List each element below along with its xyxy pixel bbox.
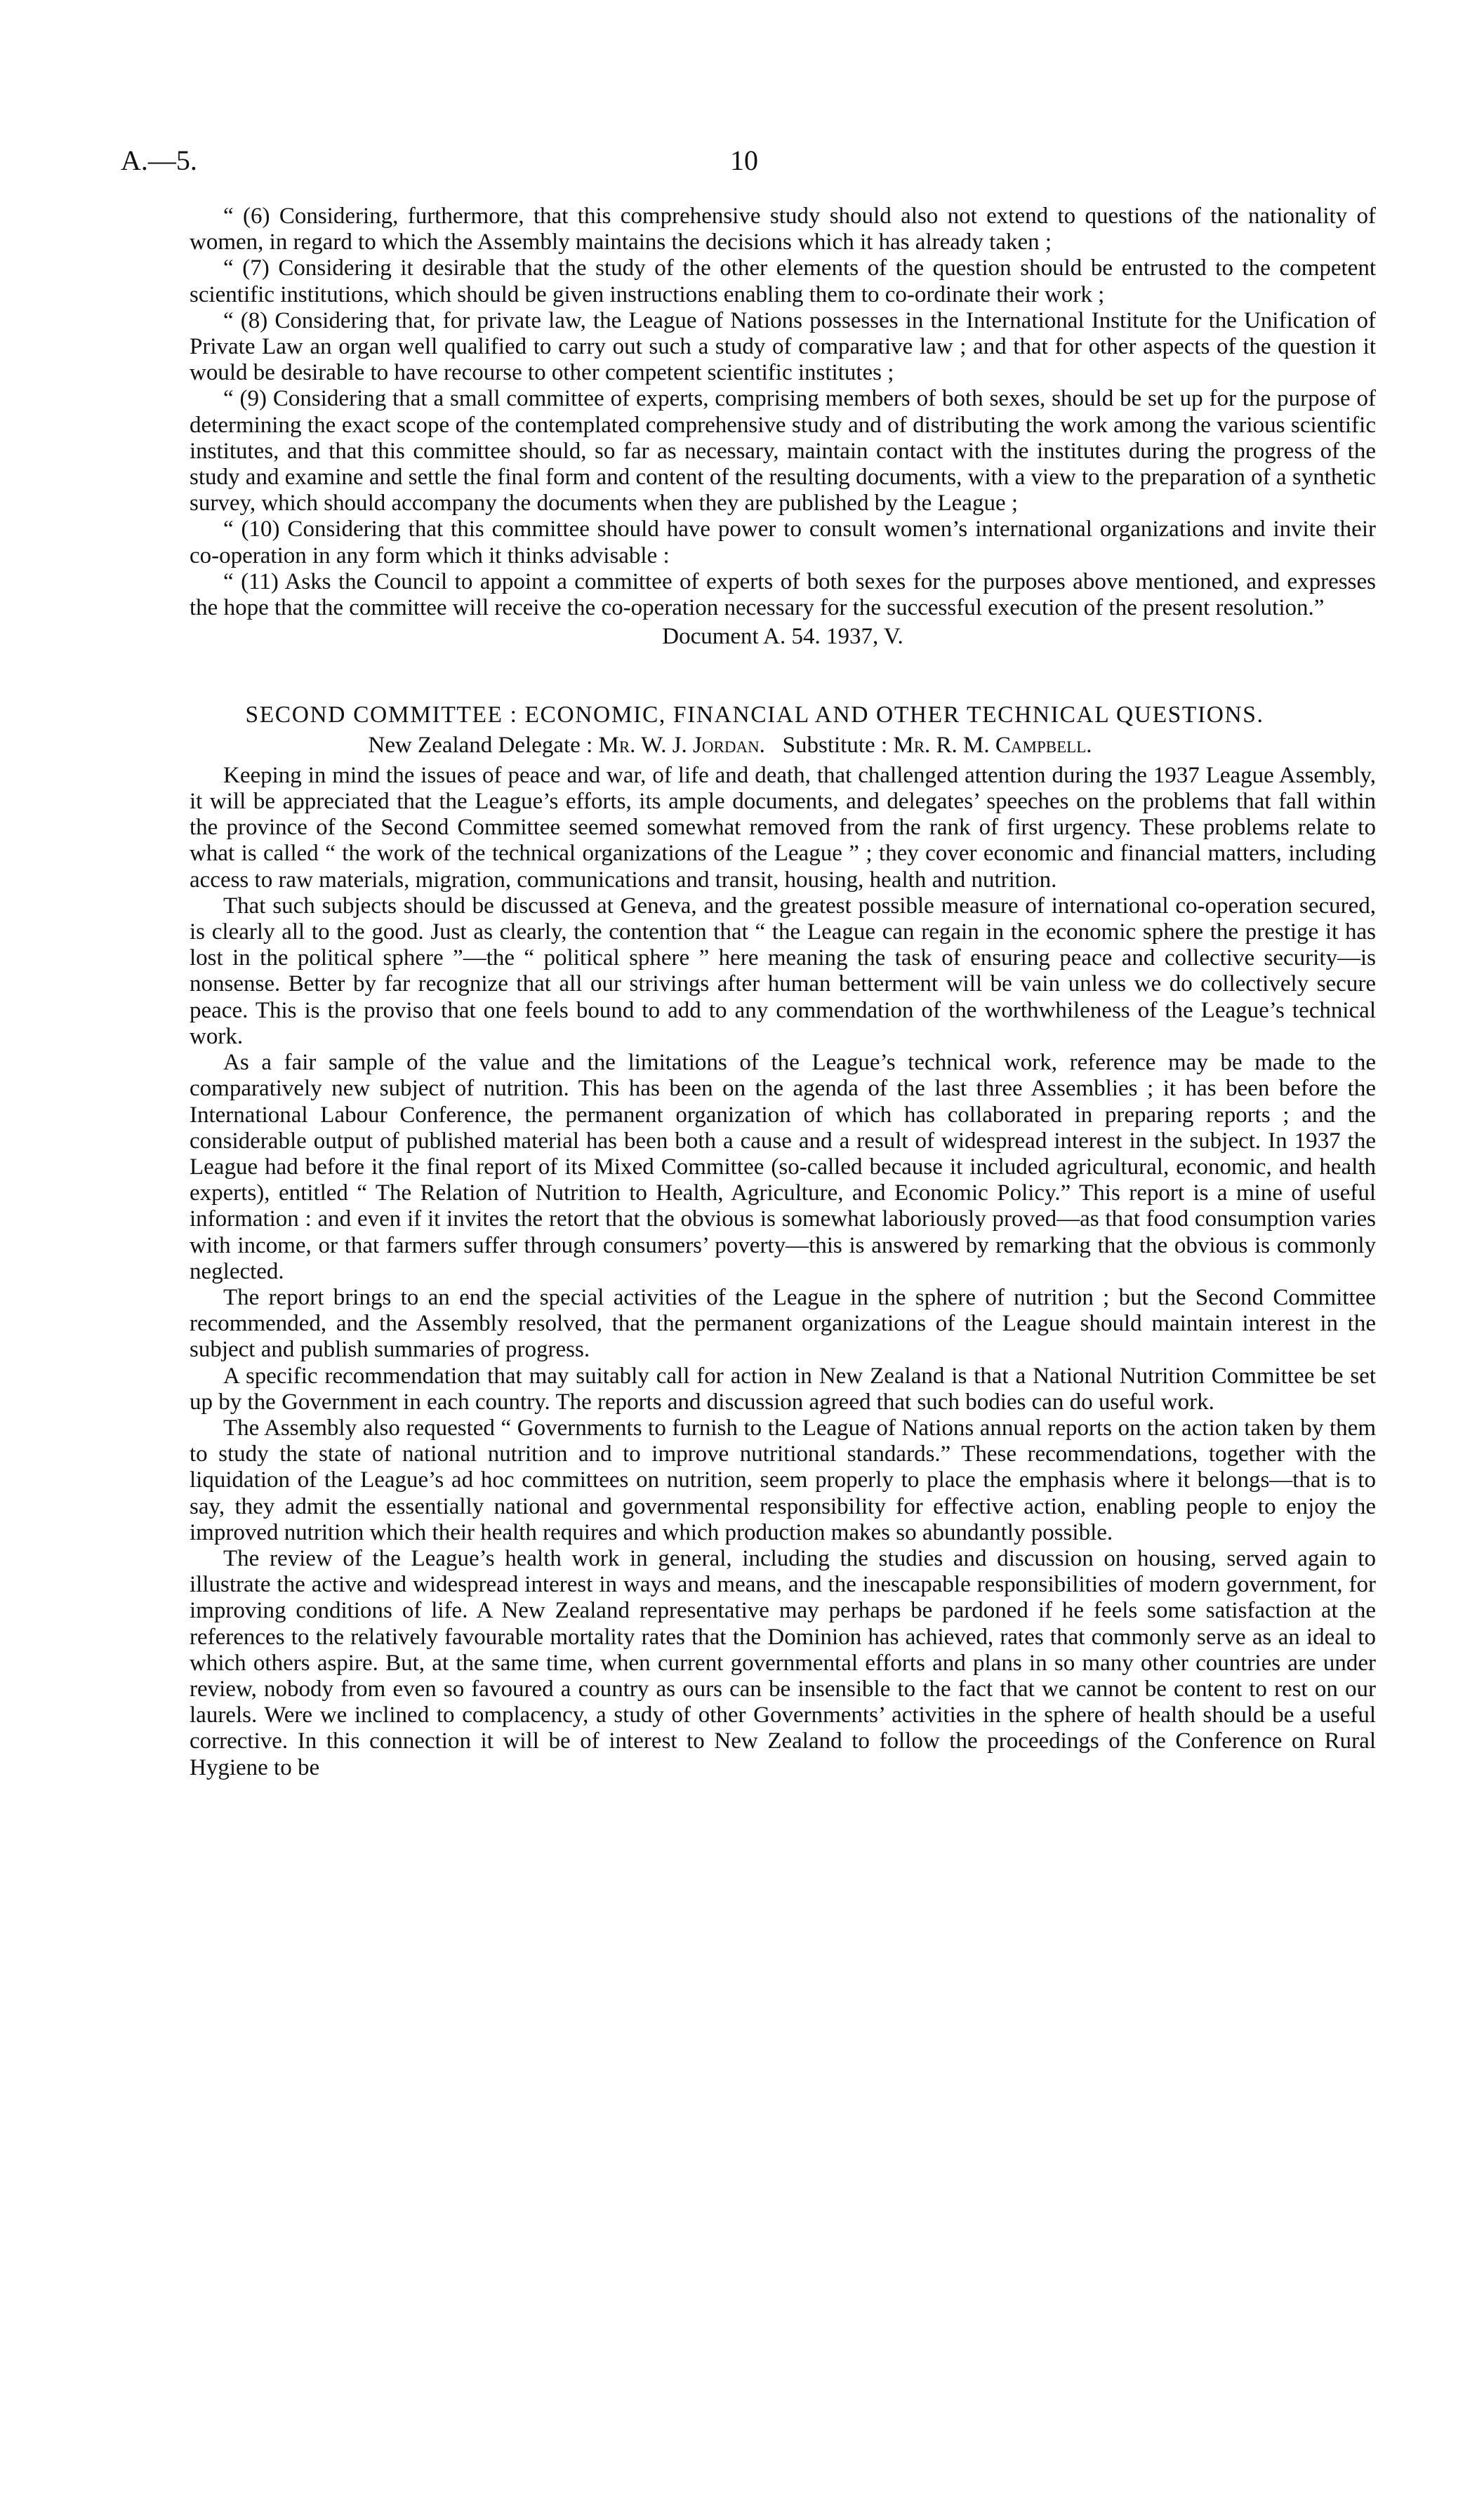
substitute-label: Substitute :	[782, 732, 888, 758]
body-paragraph: The review of the League’s health work in general, including the studies and discussion on housing, served again to illustrate the active and widespread interest in ways and means, and the inescapable responsibilities of modern government, for improving conditions of life. A New Zealand representative may perhaps be pardoned if he feels some satisfaction at the references to the relatively favourable mortality rates that the Dominion has achieved, rates that commonly serve as an ideal to which others aspire. But, at the same time, when current governmental efforts and plans in so many other countries are under review, nobody from even so favoured a country as ours can be insensible to the fact that we cannot be content to rest on our laurels. Were we inclined to complacency, a study of other Governments’ activities in the sphere of health should be a useful corrective. In this connection it will be of interest to New Zealand to follow the proceedings of the Conference on Rural Hygiene to be	[190, 1545, 1376, 1780]
resolution-clause: “ (10) Considering that this committee should have power to consult women’s international organizations and invite their co-operation in any form which it thinks advisable :	[190, 516, 1376, 568]
body-paragraph: The report brings to an end the special activities of the League in the sphere of nutrition ; but the Second Committee recommended, and the Assembly resolved, that the permanent organizations of the League should maintain interest in the subject and publish summaries of progress.	[190, 1284, 1376, 1363]
page-header	[121, 144, 1377, 186]
resolution-clause: “ (9) Considering that a small committee of experts, comprising members of both sexes, should be set up for the purpose of determining the exact scope of the contemplated comprehensive study and of distributing the work among the various scientific institutes, and that this committee should, so far as necessary, maintain contact with the institutes during the progress of the study and examine and settle the final form and content of the resulting documents, with a view to the preparation of a synthetic survey, which should accompany the documents when they are published by the League ;	[190, 386, 1376, 516]
quoted-resolution	[190, 204, 1376, 621]
page-number: 10	[730, 145, 758, 176]
resolution-clause: “ (6) Considering, furthermore, that this comprehensive study should also not extend to questions of the nationality of women, in regard to which the Assembly maintains the decisions which it has already taken ;	[190, 204, 1376, 255]
body-paragraph: Keeping in mind the issues of peace and war, of life and death, that challenged attention during the 1937 League Assembly, it will be appreciated that the League’s efforts, its ample documents, and delegates’ speeches on the problems that fall within the province of the Second Committee seemed somewhat removed from the rank of first urgency. These problems relate to what is called “ the work of the technical organizations of the League ” ; they cover economic and financial matters, including access to raw materials, migration, communications and transit, housing, health and nutrition.	[190, 762, 1376, 893]
document-citation: Document A. 54. 1937, V.	[662, 624, 903, 650]
delegate-name: Mr. W. J. Jordan.	[598, 732, 765, 758]
resolution-clause: “ (8) Considering that, for private law, the League of Nations possesses in the International Institute for the Unification of Private Law an organ well qualified to carry out such a study of comparative law ; and that for other aspects of the question it would be desirable to have recourse to other competent scientific institutes ;	[190, 307, 1376, 386]
delegate-label: New Zealand Delegate :	[368, 732, 593, 758]
delegate-line	[84, 733, 1376, 759]
body-paragraph: A specific recommendation that may suitably call for action in New Zealand is that a National Nutrition Committee be set up by the Government in each country. The reports and discussion agreed that such bodies can do useful work.	[190, 1363, 1376, 1415]
resolution-clause: “ (11) Asks the Council to appoint a committee of experts of both sexes for the purposes above mentioned, and expresses the hope that the committee will receive the co-operation necessary for the successful execution of the present resolution.”	[190, 568, 1376, 621]
body-paragraph: As a fair sample of the value and the limitations of the League’s technical work, reference may be made to the comparatively new subject of nutrition. This has been on the agenda of the last three Assemblies ; it has been before the International Labour Conference, the permanent organization of which has collaborated in preparing reports ; and the considerable output of published material has been both a cause and a result of widespread interest in the subject. In 1937 the League had before it the final report of its Mixed Committee (so-called because it included agricultural, economic, and health experts), entitled “ The Relation of Nutrition to Health, Agriculture, and Economic Policy.” This report is a mine of useful information : and even if it invites the retort that the obvious is somewhat laboriously proved—as that food consumption varies with income, or that farmers suffer through consumers’ poverty—this is answered by remarking that the obvious is commonly neglected.	[190, 1050, 1376, 1284]
page-body	[190, 204, 1376, 1781]
body-paragraph: The Assembly also requested “ Governments to furnish to the League of Nations annual reports on the action taken by them to study the state of national nutrition and to improve nutritional standards.” These recommendations, together with the liquidation of the League’s ad hoc committees on nutrition, seem properly to place the emphasis where it belongs—that is to say, they admit the essentially national and governmental responsibility for effective action, enabling people to enjoy the improved nutrition which their health requires and which production makes so abundantly possible.	[190, 1415, 1376, 1545]
substitute-name: Mr. R. M. Campbell.	[893, 732, 1092, 758]
document-reference-code: A.—5.	[121, 145, 197, 176]
section-heading: SECOND COMMITTEE : ECONOMIC, FINANCIAL AND OTHER TECHNICAL QUESTIONS.	[245, 702, 1264, 728]
body-paragraph: That such subjects should be discussed at Geneva, and the greatest possible measure of international co-operation secured, is clearly all to the good. Just as clearly, the contention that “ the League can regain in the economic sphere the prestige it has lost in the political sphere ”—the “ political sphere ” here meaning the task of ensuring peace and collective security—is nonsense. Better by far recognize that all our strivings after human betterment will be vain unless we do collectively secure peace. This is the proviso that one feels bound to add to any commendation of the worthwhileness of the League’s technical work.	[190, 893, 1376, 1049]
resolution-clause: “ (7) Considering it desirable that the study of the other elements of the question should be entrusted to the competent scientific institutions, which should be given instructions enabling them to co-ordinate their work ;	[190, 255, 1376, 307]
